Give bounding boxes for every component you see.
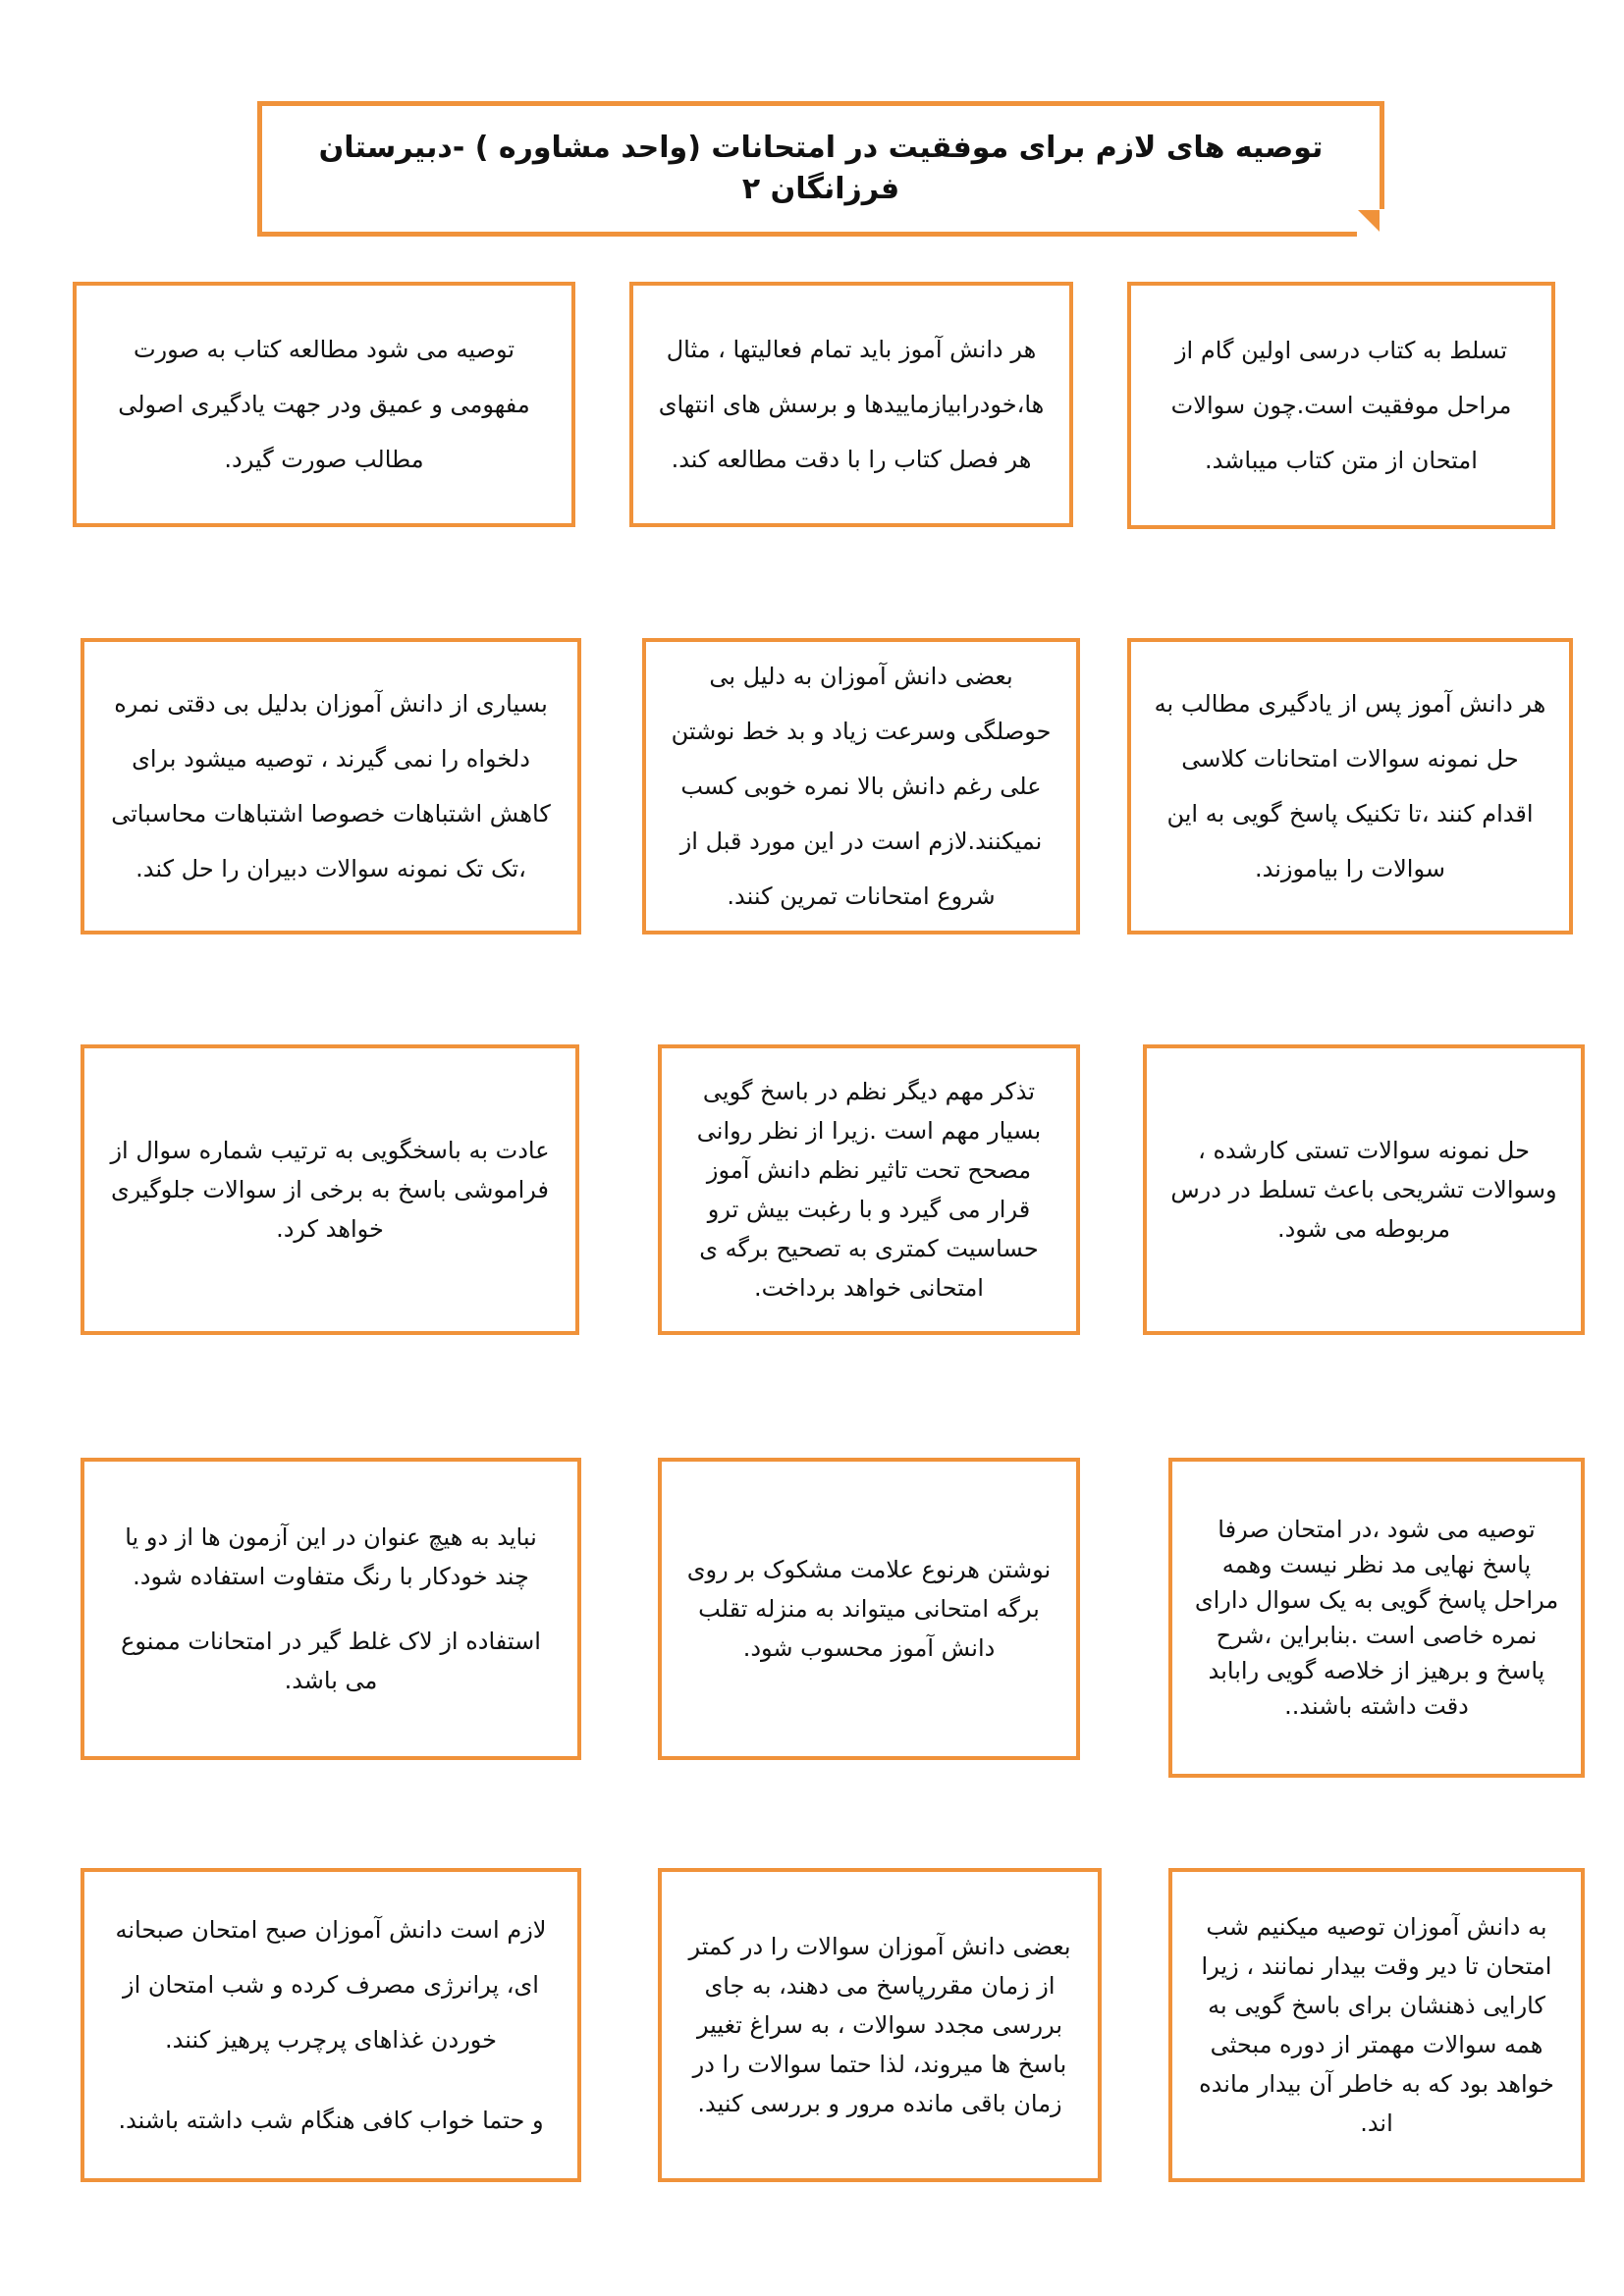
tip-text: لازم است دانش آموزان صبح امتحان صبحانه ای، پرانرژی مصرف کرده و شب امتحان از خوردن غذاهای پرچرب پرهیز کنند. <box>115 1916 547 2054</box>
tip-card-4 <box>1127 638 1573 934</box>
tip-text: و حتما خواب کافی هنگام شب داشته باشند. <box>118 2107 544 2134</box>
tip-text: تذکر مهم دیگر نظم در باسخ گویی بسیار مهم است .زیرا از نظر روانی مصحح تحت تاثیر نظم دانش آموز قرار می گیرد و با رغبت بیش ترو حساسیت کمتری به تصحیح برگه ی امتحانی خواهد برداخت. <box>696 1078 1042 1302</box>
tip-text: هر دانش آموز باید تمام فعالیتها ، مثال ها،خودرابیازماییدها و برسش های انتهای هر فصل کتاب را با دقت مطالعه کند. <box>658 336 1045 473</box>
tip-card-9 <box>81 1044 579 1335</box>
tip-card-13 <box>1168 1868 1585 2182</box>
tip-card-12 <box>81 1458 581 1760</box>
tip-text: بسیاری از دانش آموزان بدلیل بی دقتی نمره دلخواه را نمی گیرند ، توصیه میشود برای کاهش اشتباهات خصوصا اشتباهات محاسباتی ،تک تک نمونه سوالات دبیران را حل کند. <box>111 690 551 882</box>
tip-card-11 <box>658 1458 1080 1760</box>
tip-card-14 <box>658 1868 1102 2182</box>
tip-text: به دانش آموزان توصیه میکنیم شب امتحان تا دیر وقت بیدار نمانند ، زیرا کارایی ذهنشان برای باسخ گویی به همه سوالات مهمتر از دوره مبحثی خواهد بود که به خاطر آن بیدار مانده اند. <box>1199 1913 1554 2137</box>
tip-card-10 <box>1168 1458 1585 1778</box>
tip-card-15 <box>81 1868 581 2182</box>
tip-text: نوشتن هرنوع علامت مشکوک بر روی برگه امتحانی میتواند به منزله تقلب دانش آموز محسوب شود. <box>686 1556 1052 1662</box>
tip-card-3 <box>73 282 575 527</box>
tip-card-7 <box>1143 1044 1585 1335</box>
tip-card-2 <box>629 282 1073 527</box>
tip-text: هر دانش آموز پس از یادگیری مطالب به حل نمونه سوالات امتحانات کلاسی اقدام کنند ،تا تکنیک پاسخ گویی به این سوالات را بیاموزند. <box>1154 690 1546 882</box>
tip-text: توصیه می شود مطالعه کتاب به صورت مفهومی و عمیق ودر جهت یادگیری اصولی مطالب صورت گیرد. <box>118 336 530 473</box>
tip-card-6 <box>81 638 581 934</box>
tip-card-1 <box>1127 282 1555 529</box>
tip-card-8 <box>658 1044 1080 1335</box>
tip-text: استفاده از لاک غلط گیر در امتحانات ممنوع می باشد. <box>121 1628 541 1694</box>
tip-text: حل نمونه سوالات تستی کارشده ، وسوالات تشریحی باعث تسلط در درس مربوطه می شود. <box>1170 1137 1557 1243</box>
page-title: توصیه های لازم برای موفقیت در امتحانات (واحد مشاوره ) -دبیرستان فرزانگان ۲ <box>318 131 1324 206</box>
folded-corner <box>1357 209 1384 237</box>
tip-text: تسلط به کتاب درسی اولین گام از مراحل موفقیت است.چون سوالات امتحان از متن کتاب میباشد. <box>1170 337 1512 474</box>
tip-text: عادت به باسخگویی به ترتیب شماره سوال از فراموشی باسخ به برخی از سوالات جلوگیری خواهد کرد. <box>110 1137 550 1243</box>
tip-text: بعضی دانش آموزان سوالات را در کمتر از زمان مقررپاسخ می دهند، به جای بررسی مجدد سوالات ، به سراغ تغییر باسخ ها میروند، لذا حتما سوالات را در زمان باقی مانده مرور و بررسی کنید. <box>688 1933 1071 2117</box>
tip-text: توصیه می شود ،در امتحان صرفا پاسخ نهایی مد نظر نیست وهمه مراحل پاسخ گویی به یک سوال دارای نمره خاصی است .بنابراین ،شرح پاسخ و برهیز از خلاصه گویی رابابد دقت داشته باشند.. <box>1194 1516 1559 1720</box>
title-box <box>257 101 1384 237</box>
tip-card-5 <box>642 638 1080 934</box>
tip-text: نباید به هیچ عنوان در این آزمون ها از دو یا چند خودکار با رنگ متفاوت استفاده شود. <box>125 1523 537 1590</box>
tip-text: بعضی دانش آموزان به دلیل بی حوصلگی وسرعت زیاد و بد خط نوشتن علی رغم دانش بالا نمره خوبی کسب نمیکنند.لازم است در این مورد قبل از شروع امتحانات تمرین کنند. <box>671 663 1052 910</box>
